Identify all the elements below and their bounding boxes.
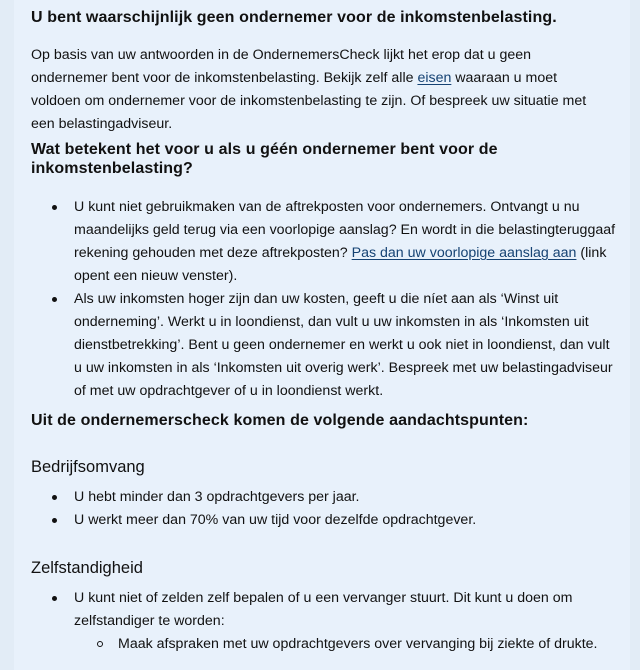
list-item [74, 587, 630, 656]
points-heading: Uit de ondernemerscheck komen de volgende aandachtspunten: [31, 412, 529, 429]
bedrijfsomvang-item-text: U hebt minder dan 3 opdrachtgevers per jaar. [74, 489, 360, 505]
bullet-icon [52, 205, 57, 210]
bullet-icon [52, 297, 57, 302]
result-panel [14, 0, 630, 670]
meaning-item-1-text-before: U kunt niet gebruikmaken van de aftrekposten voor ondernemers. Ontvangt u nu maandelijks geld terug via een voorlopige aanslag? En wordt in die belastingteruggaaf rekening gehouden met deze aftrekposten? [74, 199, 616, 261]
bedrijfsomvang-list [31, 486, 630, 532]
bullet-icon [52, 495, 57, 500]
bullet-icon [52, 596, 57, 601]
bullet-icon [52, 518, 57, 523]
list-item [74, 486, 630, 509]
list-item [118, 633, 618, 656]
voorlopige-aanslag-link[interactable]: Pas dan uw voorlopige aanslag aan [351, 245, 577, 261]
list-item [74, 196, 630, 288]
list-item [74, 509, 630, 532]
zelfstandigheid-list [31, 587, 630, 656]
meaning-list [31, 196, 630, 403]
intro-text-after: waaraan u moet voldoen om ondernemer voor de inkomstenbelasting te zijn. Of bespreek uw situatie met een belastingadviseur. [31, 70, 587, 132]
intro-text-before: Op basis van uw antwoorden in de OndernemersCheck lijkt het erop dat u geen ondernemer bent voor de inkomstenbelasting. Bekijk zelf alle [31, 47, 532, 86]
bedrijfsomvang-title: Bedrijfsomvang [31, 458, 145, 476]
meaning-item-2-text: Als uw inkomsten hoger zijn dan uw kosten, geeft u die níet aan als ‘Winst uit onderneming’. Werkt u in loondienst, dan vult u uw inkomsten in als ‘Inkomsten uit dienstbetrekking’. Bent u geen ondernemer en werkt u ook niet in loondienst, dan vult u uw inkomsten in als ‘Inkomsten uit overig werk’. Bespreek met uw belastingadviseur of met uw opdrachtgever of u in loondienst werkt. [74, 291, 613, 399]
result-heading: U bent waarschijnlijk geen ondernemer voor de inkomstenbelasting. [31, 9, 557, 26]
zelfstandigheid-subitem-text: Maak afspraken met uw opdrachtgevers over vervanging bij ziekte of drukte. [118, 636, 598, 652]
meaning-item-1-text-after: (link opent een nieuw venster). [74, 245, 607, 284]
zelfstandigheid-title: Zelfstandigheid [31, 559, 143, 577]
zelfstandigheid-sublist [74, 633, 618, 656]
list-item [74, 288, 630, 403]
eisen-link[interactable]: eisen [417, 70, 452, 86]
circle-bullet-icon [97, 641, 103, 647]
bedrijfsomvang-item-text: U werkt meer dan 70% van uw tijd voor dezelfde opdrachtgever. [74, 512, 477, 528]
meaning-heading: Wat betekent het voor u als u géén ondernemer bent voor de inkomstenbelasting? [31, 141, 498, 177]
intro-paragraph [31, 44, 630, 136]
zelfstandigheid-item-text: U kunt niet of zelden zelf bepalen of u een vervanger stuurt. Dit kunt u doen om zelfstandiger te worden: [74, 590, 573, 629]
